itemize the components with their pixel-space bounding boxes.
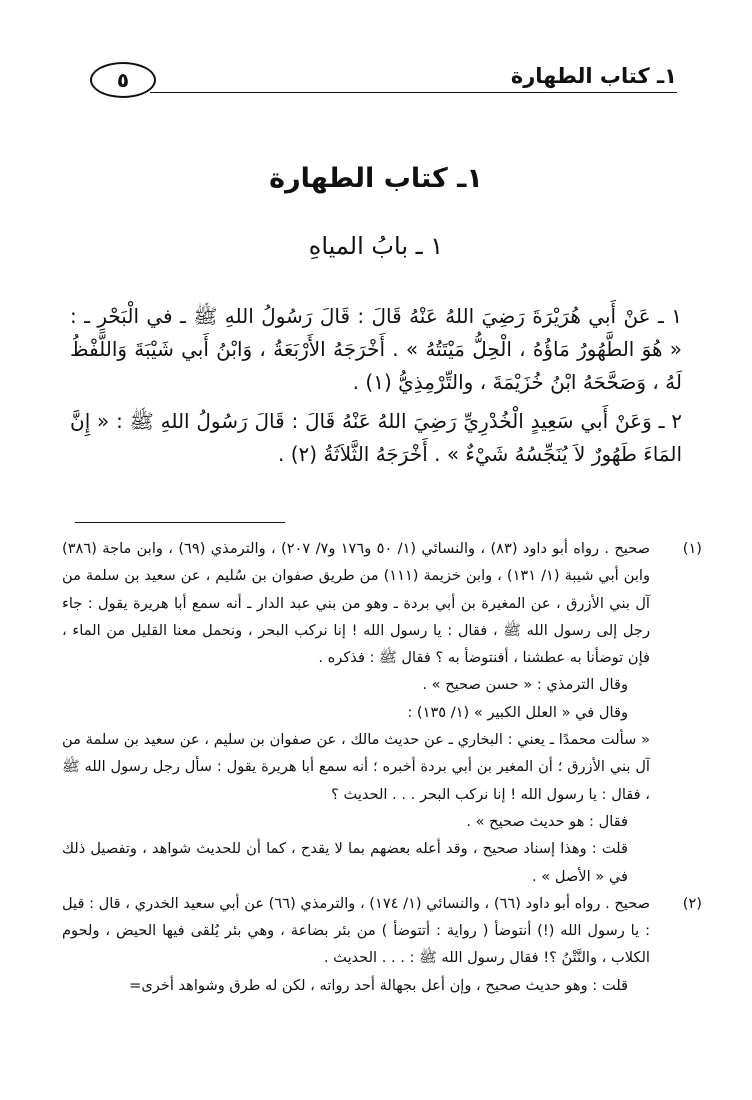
footnote-paragraph: وقال في « العلل الكبير » (١/ ١٣٥) : <box>407 703 628 721</box>
footnote-number: (١) <box>682 540 702 557</box>
footnote-paragraph: صحيح . رواه أبو داود (٦٦) ، والنسائي (١/ ١٧٤) ، والترمذي (٦٦) عن أبي سعيد الخدري ، قال : قيل : يا رسول الله (!) أنتوضأ ( رواية : أتتوضأ ) من بئر بضاعة ، وهي بئر يُلقى فيها الحيض ، ولحوم الكلاب ، والنَّتْنُ ؟! فقال رسول الله ﷺ : . . . الحديث . <box>62 894 650 967</box>
chapter-title: ١ ـ بابُ المياهِ <box>308 232 444 260</box>
footnote-paragraph: قلت : وهذا إسناد صحيح ، وقد أعله بعضهم بما لا يقدح ، كما أن للحديث شواهد ، وتفصيل ذلك في « الأصل » . <box>62 840 628 885</box>
footnote-paragraph: فقال : هو حديث صحيح » . <box>466 812 628 830</box>
book-title: ١ـ كتاب الطهارة <box>269 163 483 194</box>
main-text <box>70 300 682 477</box>
hadith-2: ٢ ـ وَعَنْ أَبي سَعِيدٍ الْخُدْرِيِّ رَضِيَ اللهُ عَنْهُ قَالَ : قَالَ رَسُولُ اللهِ ﷺ : « إِنَّ المَاءَ طَهُورٌ لاَ يُنَجِّسُهُ شَيْءٌ » . أَخْرَجَهُ الثَّلاَثَةُ (٢) . <box>70 409 682 466</box>
header-rule <box>150 92 677 93</box>
footnote-separator <box>75 522 285 523</box>
hadith-1: ١ ـ عَنْ أَبي هُرَيْرَةَ رَضِيَ اللهُ عَنْهُ قَالَ : قَالَ رَسُولُ اللهِ ﷺ ـ في الْبَحْرِ ـ : « هُوَ الطَّهُورُ مَاؤُهُ ، الْحِلُّ مَيْتَتُهُ » . أَخْرَجَهُ الأَرْبَعَةُ ، وَابْنُ أَبي شَيْبَةَ وَاللَّفْظُ لَهُ ، وَصَحَّحَهُ ابْنُ خُزَيْمَةَ ، والتِّرْمِذِيُّ (١) . <box>70 304 682 394</box>
footnote-2 <box>62 890 702 999</box>
footnote-number: (٢) <box>682 894 702 912</box>
page-number: ٥ <box>90 62 156 98</box>
footnote-1 <box>62 535 702 890</box>
running-title: ١ـ كتاب الطهارة <box>510 64 677 88</box>
footnote-paragraph: قلت : وهو حديث صحيح ، وإن أعل بجهالة أحد رواته ، لكن له طرق وشواهد أخرى= <box>129 976 628 994</box>
footnote-paragraph: « سألت محمدًا ـ يعني : البخاري ـ عن حديث مالك ، عن صفوان بن سليم ، عن سعيد بن سلمة من آل بني الأزرق ؛ أن المغير بن أبي بردة أخبره ؛ أنه سمع أبا هريرة يقول : سأل رجل رسول الله ﷺ ، فقال : يا رسول الله ! إنا نركب البحر . . . الحديث ؟ <box>62 731 650 803</box>
footnotes <box>62 535 702 999</box>
running-header <box>90 62 677 98</box>
footnote-paragraph: وقال الترمذي : « حسن صحيح » . <box>422 676 628 694</box>
footnote-paragraph: صحيح . رواه أبو داود (٨٣) ، والنسائي (١/ ٥٠ و١٧٦ و٧/ ٢٠٧) ، والترمذي (٦٩) ، وابن ماجة (٣٨٦) وابن أبي شيبة (١/ ١٣١) ، وابن خزيمة (١١١) من طريق صفوان بن سُليم ، عن سعيد بن سلمة من آل بني الأزرق ، عن المغيرة بن أبي بردة ـ وهو من بني عبد الدار ـ أنه سمع أبا هريرة يقول : جاء رجل إلى رسول الله ﷺ ، فقال : يا رسول الله ! إنا نركب البحر ، ونحمل معنا القليل من الماء ، فإن توضأنا به عطشنا ، أفنتوضأ به ؟ فقال ﷺ : فذكره . <box>62 540 651 667</box>
